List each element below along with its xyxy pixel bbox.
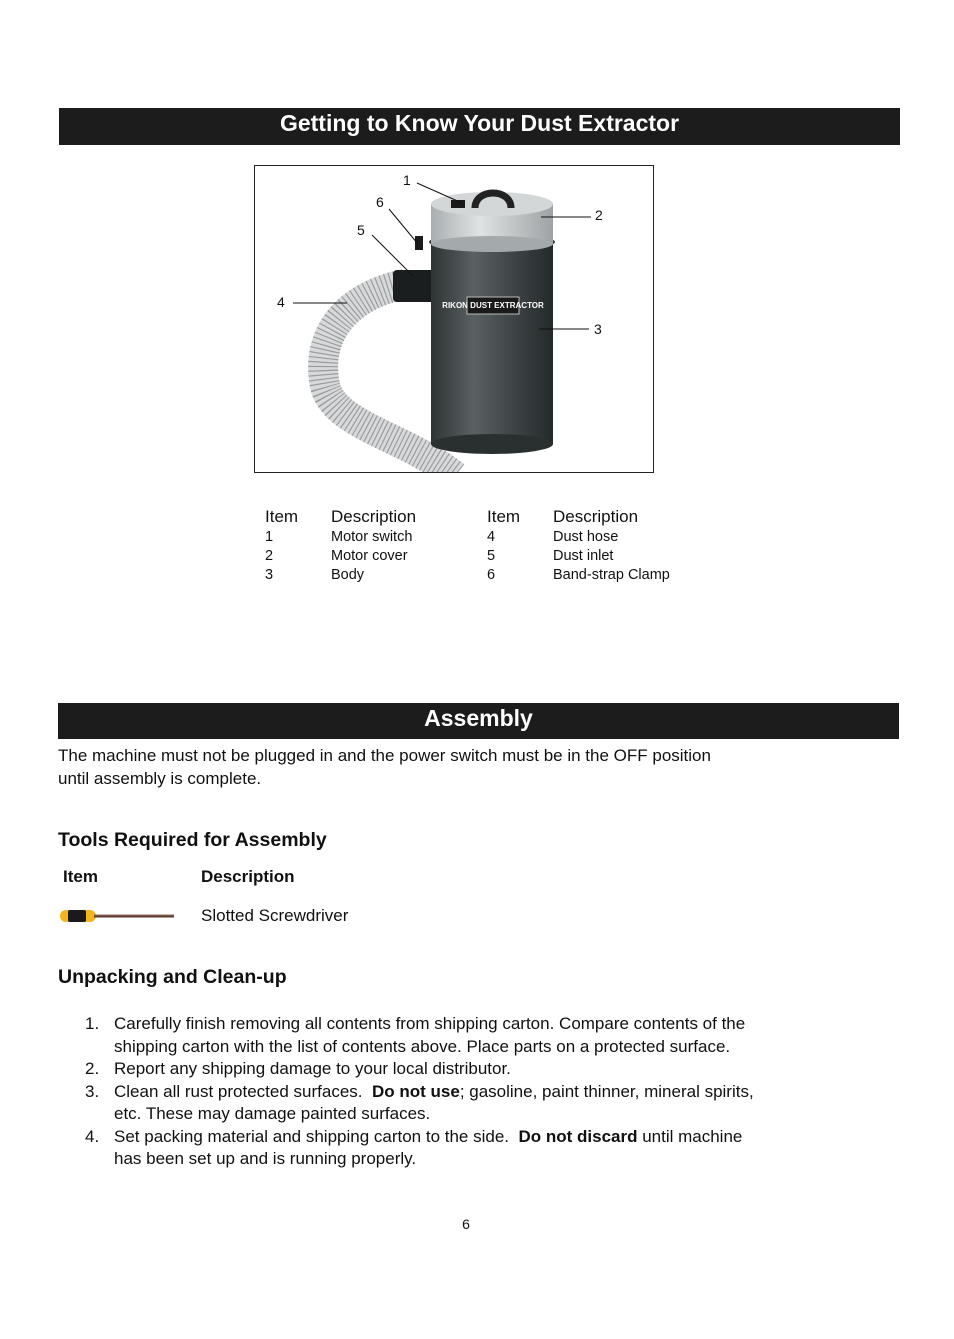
callout-2: 2 [595,207,603,223]
step-text: Clean all rust protected surfaces. [114,1081,372,1101]
section-title-getting-to-know: Getting to Know Your Dust Extractor [59,108,900,145]
part-description: Body [331,567,365,583]
unpacking-heading: Unpacking and Clean-up [58,966,287,988]
dust-extractor-figure [254,165,654,473]
assembly-intro-line-2: until assembly is complete. [58,769,262,788]
part-item: 5 [487,548,496,564]
list-item [85,1081,845,1126]
tools-heading: Tools Required for Assembly [58,829,327,851]
step-number: 1. [85,1014,100,1033]
step-text: until machine [637,1126,743,1146]
section-title-assembly: Assembly [58,703,899,739]
part-item: 2 [265,548,274,564]
assembly-intro [58,744,858,790]
callout-5: 5 [357,222,365,238]
page-number: 6 [462,1216,470,1232]
parts-header-item-2: Item [487,507,521,526]
step-text: ; gasoline, paint thinner, mineral spirits, [459,1081,754,1101]
band-strap-clamp [415,236,423,250]
part-description: Motor cover [331,548,408,564]
part-description: Dust hose [553,529,619,545]
part-description: Motor switch [331,529,413,545]
step-number: 3. [85,1081,100,1101]
assembly-intro-line-1: The machine must not be plugged in and the power switch must be in the OFF position [58,746,711,765]
tools-header-description: Description [201,867,295,886]
callout-6: 6 [376,194,384,210]
list-item [85,1126,845,1171]
step-number: 2. [85,1059,100,1078]
dust-inlet [393,270,435,302]
parts-header-description-2: Description [553,507,639,526]
part-item: 6 [487,567,496,583]
tool-name: Slotted Screwdriver [201,906,349,925]
list-item [85,1058,845,1081]
screwdriver-icon [58,906,176,926]
tools-header-item: Item [63,867,98,886]
part-description: Band-strap Clamp [553,567,670,583]
parts-header-description: Description [331,507,417,526]
step-line [114,1081,845,1104]
step-text: Set packing material and shipping carton to the side. [114,1126,519,1146]
step-line: shipping carton with the list of contents above. Place parts on a protected surface. [114,1036,731,1056]
step-number: 4. [85,1126,100,1146]
step-line: Report any shipping damage to your local distributor. [114,1059,511,1078]
part-description: Dust inlet [553,548,614,564]
step-line: Carefully finish removing all contents from shipping carton. Compare contents of the [114,1014,746,1033]
step-emphasis: Do not use [371,1081,460,1101]
step-line: has been set up and is running properly. [114,1149,417,1168]
step-line [114,1126,845,1149]
part-item: 1 [265,529,274,545]
callout-3: 3 [594,321,602,337]
list-item [85,1013,845,1058]
parts-header-item: Item [265,507,299,526]
unpacking-steps [85,1013,845,1171]
part-item: 4 [487,529,496,545]
step-emphasis: Do not discard [518,1126,638,1146]
body [431,242,553,444]
brand-logo-text: RIKON DUST EXTRACTOR [442,301,544,310]
callout-1: 1 [403,172,411,188]
part-item: 3 [265,567,274,583]
callout-4: 4 [277,294,285,310]
step-line: etc. These may damage painted surfaces. [114,1104,431,1123]
